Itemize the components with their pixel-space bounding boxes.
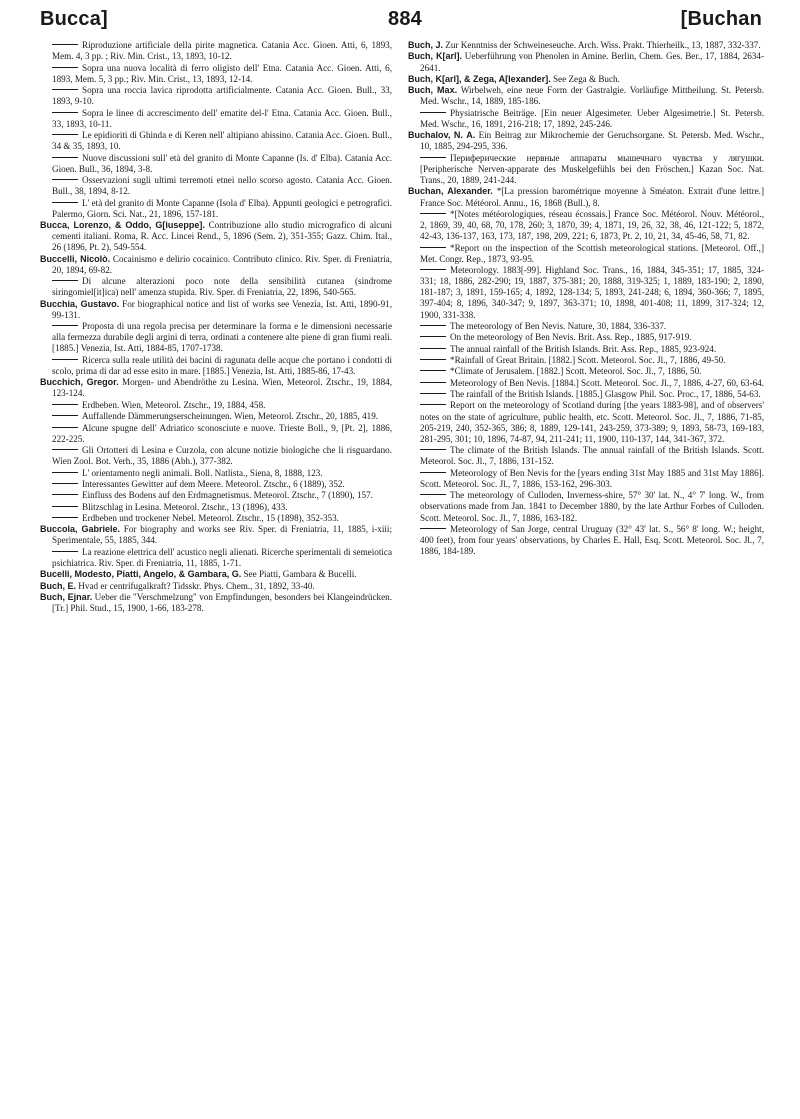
entry-text: The meteorology of Culloden, Inverness-shire, 57° 30' lat. N., 4° 7' long. W., from observations made from Jan. 1841 to December 1880, by the late Arthur Forbes of Culloden. Scott. Meteorol. Soc. Jl., 7, 1886, 163-182. <box>420 490 764 523</box>
bibliography-entry <box>408 153 764 186</box>
bibliography-entry <box>40 220 392 253</box>
entry-text: *[Notes météorologiques, réseau écossais.] France Soc. Météorol. Nouv. Météorol., 2, 1869, 39, 40, 68, 70, 178, 260; 3, 1870, 39; 4, 1871, 19, 26, 32, 38, 46, 121-122; 5, 1872, 42-43, 136-137, 163, 173, 187, 198, 209, 221; 6, 1873, Pt. 2, 10, 21, 34, 45-46, 58, 71, 82. <box>420 208 764 242</box>
entry-text: For biographical notice and list of works see Venezia, Ist. Atti, 1890-91, 99-131. <box>52 298 392 320</box>
ditto-dash <box>420 370 446 371</box>
entry-text: Report on the meteorology of Scotland during [the years 1883-98], and of observers' notes on the state of agriculture, public health, etc. Scott. Meteorol. Soc. Jl., 7, 1886, 71-85, 205-219, 240, 352-365, 386; 8, 1889, 129-141, 243-259, 373-389; 9, 1893, 58-73, 169-183, 281-295, 301; 10, 1896, 74-87, 94, 211-241; 11, 1900, 110-137, 144, 341-367, 372. <box>420 400 764 444</box>
bibliography-entry <box>40 502 392 513</box>
ditto-dash <box>52 179 78 180</box>
entry-text: L' orientamento negli animali. Boll. Natlista., Siena, 8, 1888, 123. <box>82 467 323 478</box>
bibliography-entry <box>408 332 764 343</box>
ditto-dash <box>52 472 78 473</box>
entry-author: Buchan, Alexander. <box>408 186 493 197</box>
ditto-dash <box>420 157 446 158</box>
ditto-dash <box>420 382 446 383</box>
entry-text: Einfluss des Bodens auf den Erdmagnetismus. Meteorol. Ztschr., 7 (1890), 157. <box>82 490 373 501</box>
entry-text: Riproduzione artificiale della pirite magnetica. Catania Acc. Gioen. Atti, 6, 1893, Mem. 4, 3 pp. ; Riv. Min. Crist., 13, 1893, 10-12. <box>52 40 392 62</box>
entry-text: Ein Beitrag zur Mikrochemie der Geruchsorgane. St. Petersb. Med. Wschr., 10, 1885, 294-295, 336. <box>420 130 765 152</box>
entry-text: Di alcune alterazioni poco note della sensibilità cutanea (sindrome siringomiel[it]ica) nell' amenza stupida. Riv. Sper. di Freniatria, 22, 1896, 540-565. <box>52 276 392 298</box>
ditto-dash <box>420 393 446 394</box>
entry-author: Buch, Max. <box>408 85 458 96</box>
ditto-dash <box>420 472 446 473</box>
ditto-dash <box>52 89 78 90</box>
entry-author: Buch, K[arl], & Zega, A[lexander]. <box>408 73 551 84</box>
bibliography-entry <box>408 243 764 265</box>
entry-author: Bucca, Lorenzo, & Oddo, G[iuseppe]. <box>40 220 205 230</box>
entry-text: The annual rainfall of the British Islands. Brit. Ass. Rep., 1885, 923-924. <box>450 343 717 354</box>
bibliography-entry <box>408 40 764 51</box>
bibliography-entry <box>40 63 392 85</box>
bibliography-entry <box>40 479 392 490</box>
entry-text: Erdbeben und trockener Nebel. Meteorol. Ztschr., 15 (1898), 352-353. <box>82 512 339 523</box>
bibliography-entry <box>408 186 764 208</box>
ditto-dash <box>420 247 446 248</box>
entry-text: *[La pression barométrique moyenne à Sméaton. Extrait d'une lettre.] France Soc. Météorol. Annu., 16, 1868 (Bull.), 8. <box>420 186 764 208</box>
bibliography-entry <box>40 592 392 614</box>
bibliography-entry <box>408 400 764 445</box>
ditto-dash <box>52 280 78 281</box>
entry-text: Zur Kenntniss der Schweineseuche. Arch. Wiss. Prakt. Thierheilk., 13, 1887, 332-337. <box>445 40 761 50</box>
ditto-dash <box>420 325 446 326</box>
entry-text: Wirbelweh, eine neue Form der Gastralgie. Vorläufige Mittheilung. St. Petersb. Med. Wschr., 14, 1889, 185-186. <box>420 85 765 107</box>
entry-text: Proposta di una regola precisa per determinare la forma e le dimensioni necessarie alla fermezza durabile degli argini di terra, ordinati a contenere alte piene di gran fiumi reali. [1885.] Venezia, Ist. Atti, 1884-85, 1707-1738. <box>52 321 392 354</box>
bibliography-entry <box>40 153 392 175</box>
bibliography-entry <box>408 355 764 366</box>
ditto-dash <box>52 517 78 518</box>
entry-text: Osservazioni sugli ultimi terremoti etnei nello scorso agosto. Catania Acc. Gioen. Bull., 38, 1894, 8-12. <box>52 175 392 197</box>
bibliography-entry <box>40 85 392 107</box>
bibliography-entry <box>408 265 764 321</box>
entry-author: Buch, K[arl]. <box>408 51 463 62</box>
entry-text: *Report on the inspection of the Scottish meteorological stations. [Meteorol. Off.,] Met. Congr. Rep., 1873, 93-95. <box>420 242 764 264</box>
bibliography-entry <box>40 423 392 445</box>
ditto-dash <box>420 336 446 337</box>
ditto-dash <box>52 202 78 203</box>
bibliography-entry <box>40 547 392 569</box>
entry-text: Meteorology of Ben Nevis. [1884.] Scott. Meteorol. Soc. Jl., 7, 1886, 4-27, 60, 63-64. <box>450 377 765 388</box>
entry-text: Ueber die "Verschmelzung" von Empfindungen, besonders bei Klangeindrücken. [Tr.] Phil. Stud., 15, 1900, 1-66, 183-278. <box>52 591 393 614</box>
ditto-dash <box>52 325 78 326</box>
ditto-dash <box>52 449 78 450</box>
entry-text: *Climate of Jerusalem. [1882.] Scott. Meteorol. Soc. Jl., 7, 1886, 50. <box>450 366 702 377</box>
entry-text: Nuove discussioni sull' età del granito di Monte Capanne (Is. d' Elba). Catania Acc. Gioen. Bull., 36, 1894, 3-8. <box>52 152 392 174</box>
bibliography-entry <box>40 569 392 580</box>
bibliography-entry <box>40 198 392 220</box>
bibliography-entry <box>40 40 392 62</box>
entry-text: See Zega & Buch. <box>552 73 620 84</box>
entry-text: Alcune spugne dell' Adriatico sconosciute e nuove. Trieste Boll., 9, [Pt. 2], 1886, 222-225. <box>52 422 392 444</box>
ditto-dash <box>52 404 78 405</box>
entry-text: Contribuzione allo studio micrografico di alcuni cementi italiani. Roma, R. Acc. Lincei Rend., 5, 1896 (Sem. 2), 351-355; Gazz. Chim. Ital., 26 (1896, Pt. 2), 549-554. <box>52 220 393 253</box>
bibliography-entry <box>40 445 392 467</box>
bibliography-entry <box>40 355 392 377</box>
bibliography-entry <box>408 389 764 400</box>
entry-text: Meteorology of San Jorge, central Uruguay (32° 43' lat. S., 56° 8' long. W.; height, 400 feet), from four years' observations, by Charles E. Hall, Esq. Scott. Meteorol. Soc. Jl., 7, 1886, 184-189. <box>420 523 764 557</box>
ditto-dash <box>52 134 78 135</box>
entry-text: Ricerca sulla reale utilità dei bacini di ragunata delle acque che portano i condotti di scolo, prima di dar ad esse esito in mare. [1885.] Venezia, Ist. Atti, 1885-86, 17-43. <box>52 354 392 376</box>
ditto-dash <box>52 112 78 113</box>
entry-text: Physiatrische Beiträge. [Ein neuer Algesimeter. Ueber Algesimetrie.] St. Petersb. Med. Wschr., 16, 1891, 216-218; 17, 1892, 245-246. <box>420 107 764 129</box>
entry-text: La reazione elettrica dell' acustico negli alienati. Ricerche sperimentali di semeiotica psichiatrica. Riv. Sper. di Freniatria, 11, 1885, 1-71. <box>52 546 392 568</box>
entry-text: Sopra le linee di accrescimento dell' ematite del-l' Etna. Catania Acc. Gioen. Bull., 33, 1893, 10-11. <box>52 107 392 129</box>
ditto-dash <box>420 112 446 113</box>
entry-author: Bucchich, Gregor. <box>40 377 119 388</box>
entry-author: Bucelli, Modesto, Piatti, Angelo, & Gambara, G. <box>40 569 242 580</box>
bibliography-entry <box>408 130 764 152</box>
ditto-dash <box>52 494 78 495</box>
bibliography-entry <box>40 175 392 197</box>
right-column <box>408 40 764 558</box>
entry-text: The meteorology of Ben Nevis. Nature, 30, 1884, 336-337. <box>450 320 667 331</box>
ditto-dash <box>420 269 446 270</box>
bibliography-entry <box>408 378 764 389</box>
ditto-dash <box>52 157 78 158</box>
entry-author: Buccelli, Nicolò. <box>40 253 111 264</box>
ditto-dash <box>52 483 78 484</box>
entry-text: *Rainfall of Great Britain. [1882.] Scott. Meteorol. Soc. Jl., 7, 1886, 49-50. <box>450 355 726 365</box>
ditto-dash <box>52 551 78 552</box>
entry-text: Sopra una roccia lavica riprodotta artificialmente. Catania Acc. Gioen. Bull., 33, 1893, 9-10. <box>52 85 392 107</box>
entry-text: The rainfall of the British Islands. [1885.] Glasgow Phil. Soc. Proc., 17, 1886, 54-63. <box>450 389 761 400</box>
bibliography-entry <box>40 400 392 411</box>
bibliography-entry <box>408 468 764 490</box>
header-first-entry: Bucca] <box>40 8 108 30</box>
ditto-dash <box>52 506 78 507</box>
bibliography-entry <box>408 85 764 107</box>
bibliography-entry <box>40 130 392 152</box>
ditto-dash <box>52 359 78 360</box>
entry-author: Buch, Ejnar. <box>40 591 93 602</box>
left-column <box>40 40 392 614</box>
bibliography-entry <box>40 581 392 592</box>
ditto-dash <box>52 415 78 416</box>
ditto-dash <box>420 494 446 495</box>
entry-author: Buccola, Gabriele. <box>40 524 121 535</box>
bibliography-entry <box>40 468 392 479</box>
bibliography-entry <box>408 366 764 377</box>
entry-text: The climate of the British Islands. The annual rainfall of the British Islands. Scott. Meteorol. Soc. Jl., 7, 1886, 131-152. <box>420 445 764 467</box>
entry-text: Hvad er centrifugalkraft? Tidsskr. Phys. Chem., 31, 1892, 33-40. <box>78 580 315 591</box>
entry-text: Le epidioriti di Ghinda e di Keren nell' altipiano abissino. Catania Acc. Gioen. Bull., 34 & 35, 1893, 10. <box>52 130 392 152</box>
entry-text: Cocainismo e delirio cocainico. Contributo clinico. Riv. Sper. di Freniatria, 20, 1894, 69-82. <box>52 253 392 275</box>
entry-text: L' età del granito di Monte Capanne (Isola d' Elba). Appunti geologici e petrografici. Palermo, Giorn. Sci. Nat., 21, 1896, 157-181. <box>52 197 392 219</box>
bibliography-entry <box>40 254 392 276</box>
entry-text: Erdbeben. Wien, Meteorol. Ztschr., 19, 1884, 458. <box>82 399 266 410</box>
ditto-dash <box>52 44 78 45</box>
entry-text: Meteorology. 1883[-99]. Highland Soc. Trans., 16, 1884, 345-351; 17, 1885, 324-331; 18, 1886, 282-290; 19, 1887, 375-381; 20, 1888, 319-325; 1, 1889, 183-190; 2, 1890, 181-187; 3, 1891, 159-165; 4, 1892, 128-134; 5, 1893, 241-248; 6, 1894, 360-366; 7, 1895, 397-404; 8, 1896, 340-347; 9, 1897, 363-371; 10, 1898, 401-408; 11, 1899, 317-324; 12, 1900, 331-338. <box>420 265 764 320</box>
bibliography-entry <box>40 490 392 501</box>
entry-text: Interessantes Gewitter auf dem Meere. Meteorol. Ztschr., 6 (1889), 352. <box>82 478 345 489</box>
bibliography-entry <box>40 524 392 546</box>
header-last-entry: [Buchan <box>680 8 762 30</box>
ditto-dash <box>420 213 446 214</box>
entry-text: Периферические нервные аппараты мышечнаго чувства у лягушки. [Peripherische Nerven-apparate des Muskelgefühls bei den Fröschen.] Kazan Soc. Nat. Trans., 20, 1889, 241-244. <box>420 152 764 185</box>
entry-text: Gli Ortotteri di Lesina e Curzola, con alcune notizie biologiche che li risguardano. Wien Zool. Bot. Verh., 35, 1886 (Abh.), 377-382. <box>52 445 392 467</box>
entry-text: On the meteorology of Ben Nevis. Brit. Ass. Rep., 1885, 917-919. <box>450 332 692 343</box>
ditto-dash <box>420 449 446 450</box>
ditto-dash <box>52 67 78 68</box>
entry-author: Bucchia, Gustavo. <box>40 298 120 309</box>
bibliography-entry <box>408 51 764 73</box>
bibliography-entry <box>408 344 764 355</box>
bibliography-entry <box>408 321 764 332</box>
entry-text: Ueberführung von Phenolen in Amine. Berlin, Chem. Ges. Ber., 17, 1884, 2634-2641. <box>420 51 765 73</box>
bibliography-entry <box>40 321 392 354</box>
bibliography-entry <box>408 74 764 85</box>
entry-author: Buch, E. <box>40 580 77 591</box>
entry-text: Morgen- und Abendröthe zu Lesina. Wien, Meteorol. Ztschr., 19, 1884, 123-124. <box>52 377 392 399</box>
bibliography-entry <box>408 490 764 523</box>
bibliography-entry <box>40 299 392 321</box>
bibliography-entry <box>408 524 764 557</box>
ditto-dash <box>52 427 78 428</box>
ditto-dash <box>420 348 446 349</box>
bibliography-entry <box>40 513 392 524</box>
ditto-dash <box>420 528 446 529</box>
ditto-dash <box>420 404 446 405</box>
entry-text: Auffallende Dämmerungserscheinungen. Wien, Meteorol. Ztschr., 20, 1885, 419. <box>82 411 379 422</box>
bibliography-entry <box>408 445 764 467</box>
entry-text: Meteorology of Ben Nevis for the [years ending 31st May 1885 and 31st May 1886]. Scott. Meteorol. Soc. Jl., 7, 1886, 153-162, 296-303. <box>420 467 764 489</box>
bibliography-entry <box>408 108 764 130</box>
bibliography-entry <box>40 377 392 399</box>
entry-text: See Piatti, Gambara & Bucelli. <box>243 569 357 580</box>
entry-author: Buch, J. <box>408 40 444 50</box>
bibliography-entry <box>40 276 392 298</box>
entry-text: Sopra una nuova località di ferro oligisto dell' Etna. Catania Acc. Gioen. Atti, 6, 1893, Mem. 5, 3 pp.; Riv. Min. Crist., 13, 1893, 12-14. <box>52 62 392 84</box>
bibliography-entry <box>40 108 392 130</box>
entry-text: For biography and works see Riv. Sper. di Freniatria, 11, 1885, i-xiii; Sperimentale, 55, 1885, 344. <box>52 524 393 546</box>
page-number: 884 <box>388 8 422 30</box>
entry-author: Buchalov, N. A. <box>408 130 476 141</box>
bibliography-entry <box>408 209 764 242</box>
bibliography-entry <box>40 411 392 422</box>
entry-text: Blitzschlag in Lesina. Meteorol. Ztschr., 13 (1896), 433. <box>82 501 288 512</box>
ditto-dash <box>420 359 446 360</box>
